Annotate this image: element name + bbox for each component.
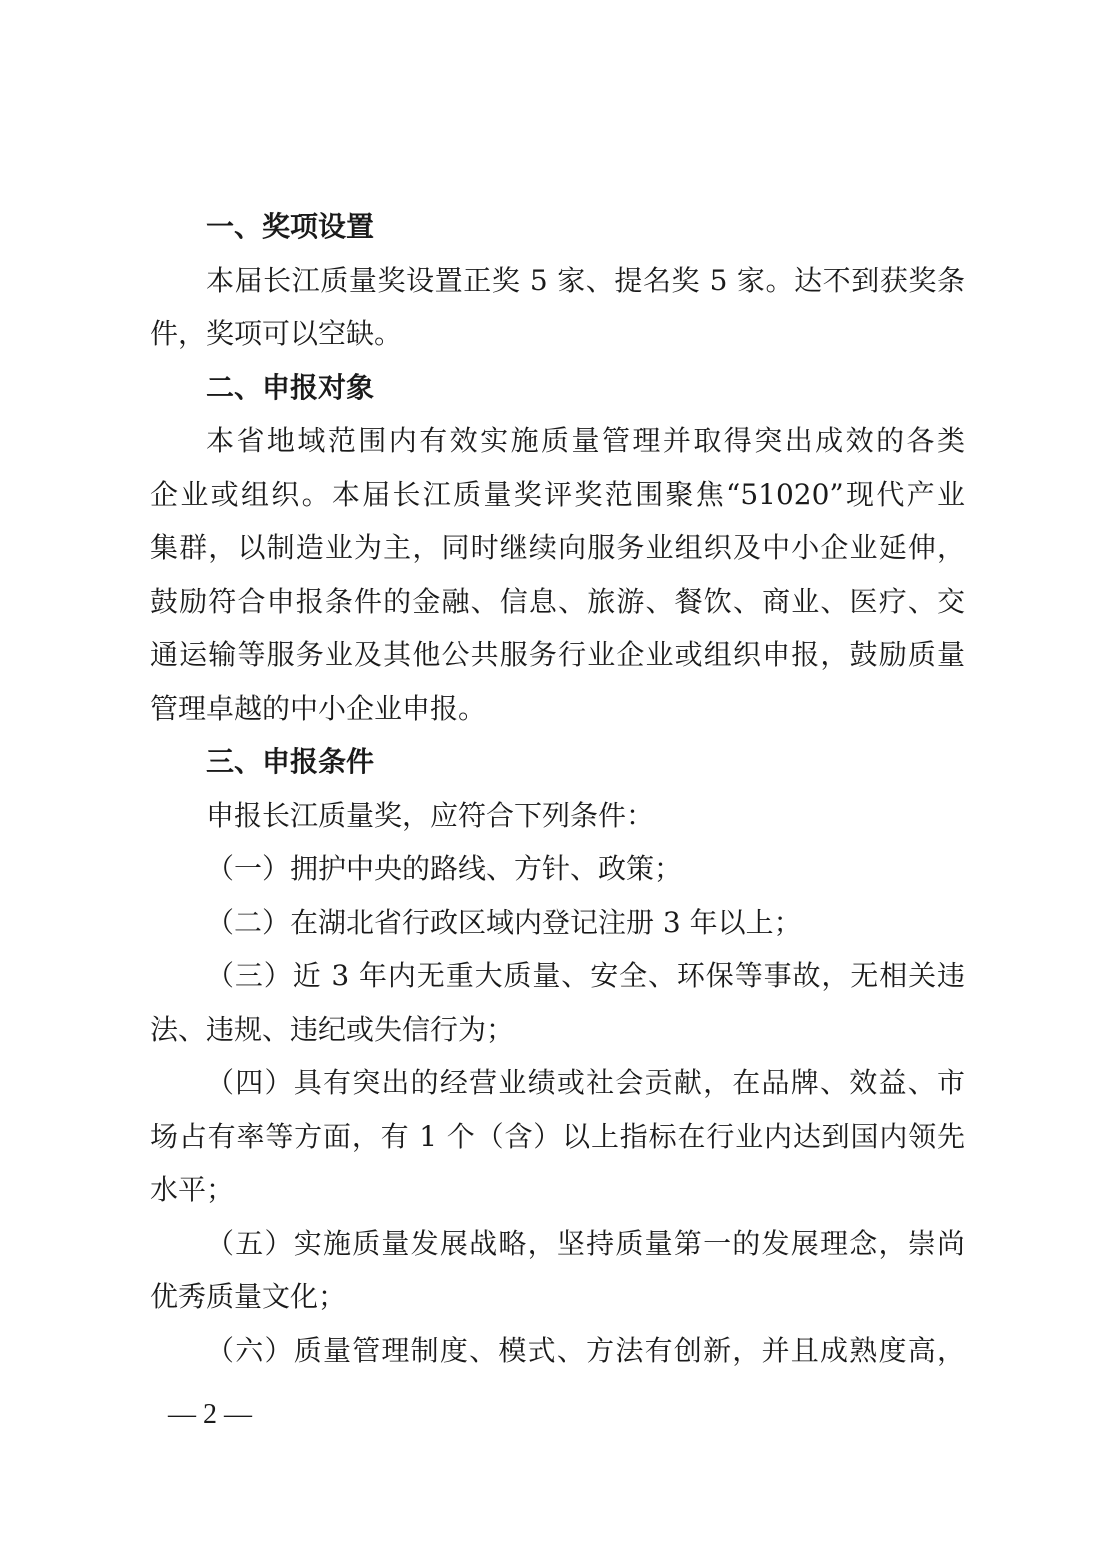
condition-item: （二）在湖北省行政区域内登记注册 3 年以上；	[206, 905, 802, 939]
section-heading-conditions: 三、申报条件	[206, 745, 375, 778]
paragraph-line: 本省地域范围内有效实施质量管理并取得突出成效的各类	[206, 424, 965, 457]
condition-item: （三）近 3 年内无重大质量、安全、环保等事故，无相关违	[206, 959, 965, 992]
condition-item: （六）质量管理制度、模式、方法有创新，并且成熟度高，	[206, 1333, 965, 1367]
section-heading-applicants: 二、申报对象	[206, 370, 375, 404]
paragraph-line: 鼓励符合申报条件的金融、信息、旅游、餐饮、商业、医疗、交	[150, 584, 965, 618]
condition-item-continued: 水平；	[150, 1173, 235, 1206]
condition-item: （五）实施质量发展战略，坚持质量第一的发展理念，崇尚	[206, 1226, 965, 1260]
condition-item-continued: 场占有率等方面，有 1 个（含）以上指标在行业内达到国内领先	[150, 1119, 965, 1153]
page-number: — 2 —	[168, 1399, 252, 1430]
paragraph-line: 申报长江质量奖，应符合下列条件：	[206, 798, 655, 832]
condition-item-continued: 法、违规、违纪或失信行为；	[150, 1012, 515, 1046]
document-body	[150, 200, 965, 1377]
condition-item-continued: 优秀质量文化；	[150, 1280, 347, 1313]
paragraph-line: 通运输等服务业及其他公共服务行业企业或组织申报，鼓励质量	[150, 638, 965, 671]
paragraph-line: 企业或组织。本届长江质量奖评奖范围聚焦“51020”现代产业	[150, 477, 965, 511]
paragraph-line: 集群，以制造业为主，同时继续向服务业组织及中小企业延伸，	[150, 531, 965, 564]
paragraph-line: 管理卓越的中小企业申报。	[150, 691, 487, 725]
paragraph-line: 件，奖项可以空缺。	[150, 317, 403, 350]
section-heading-awards: 一、奖项设置	[206, 210, 375, 243]
paragraph-line: 本届长江质量奖设置正奖 5 家、提名奖 5 家。达不到获奖条	[206, 263, 965, 297]
condition-item: （四）具有突出的经营业绩或社会贡献，在品牌、效益、市	[206, 1066, 965, 1099]
condition-item: （一）拥护中央的路线、方针、政策；	[206, 852, 683, 885]
